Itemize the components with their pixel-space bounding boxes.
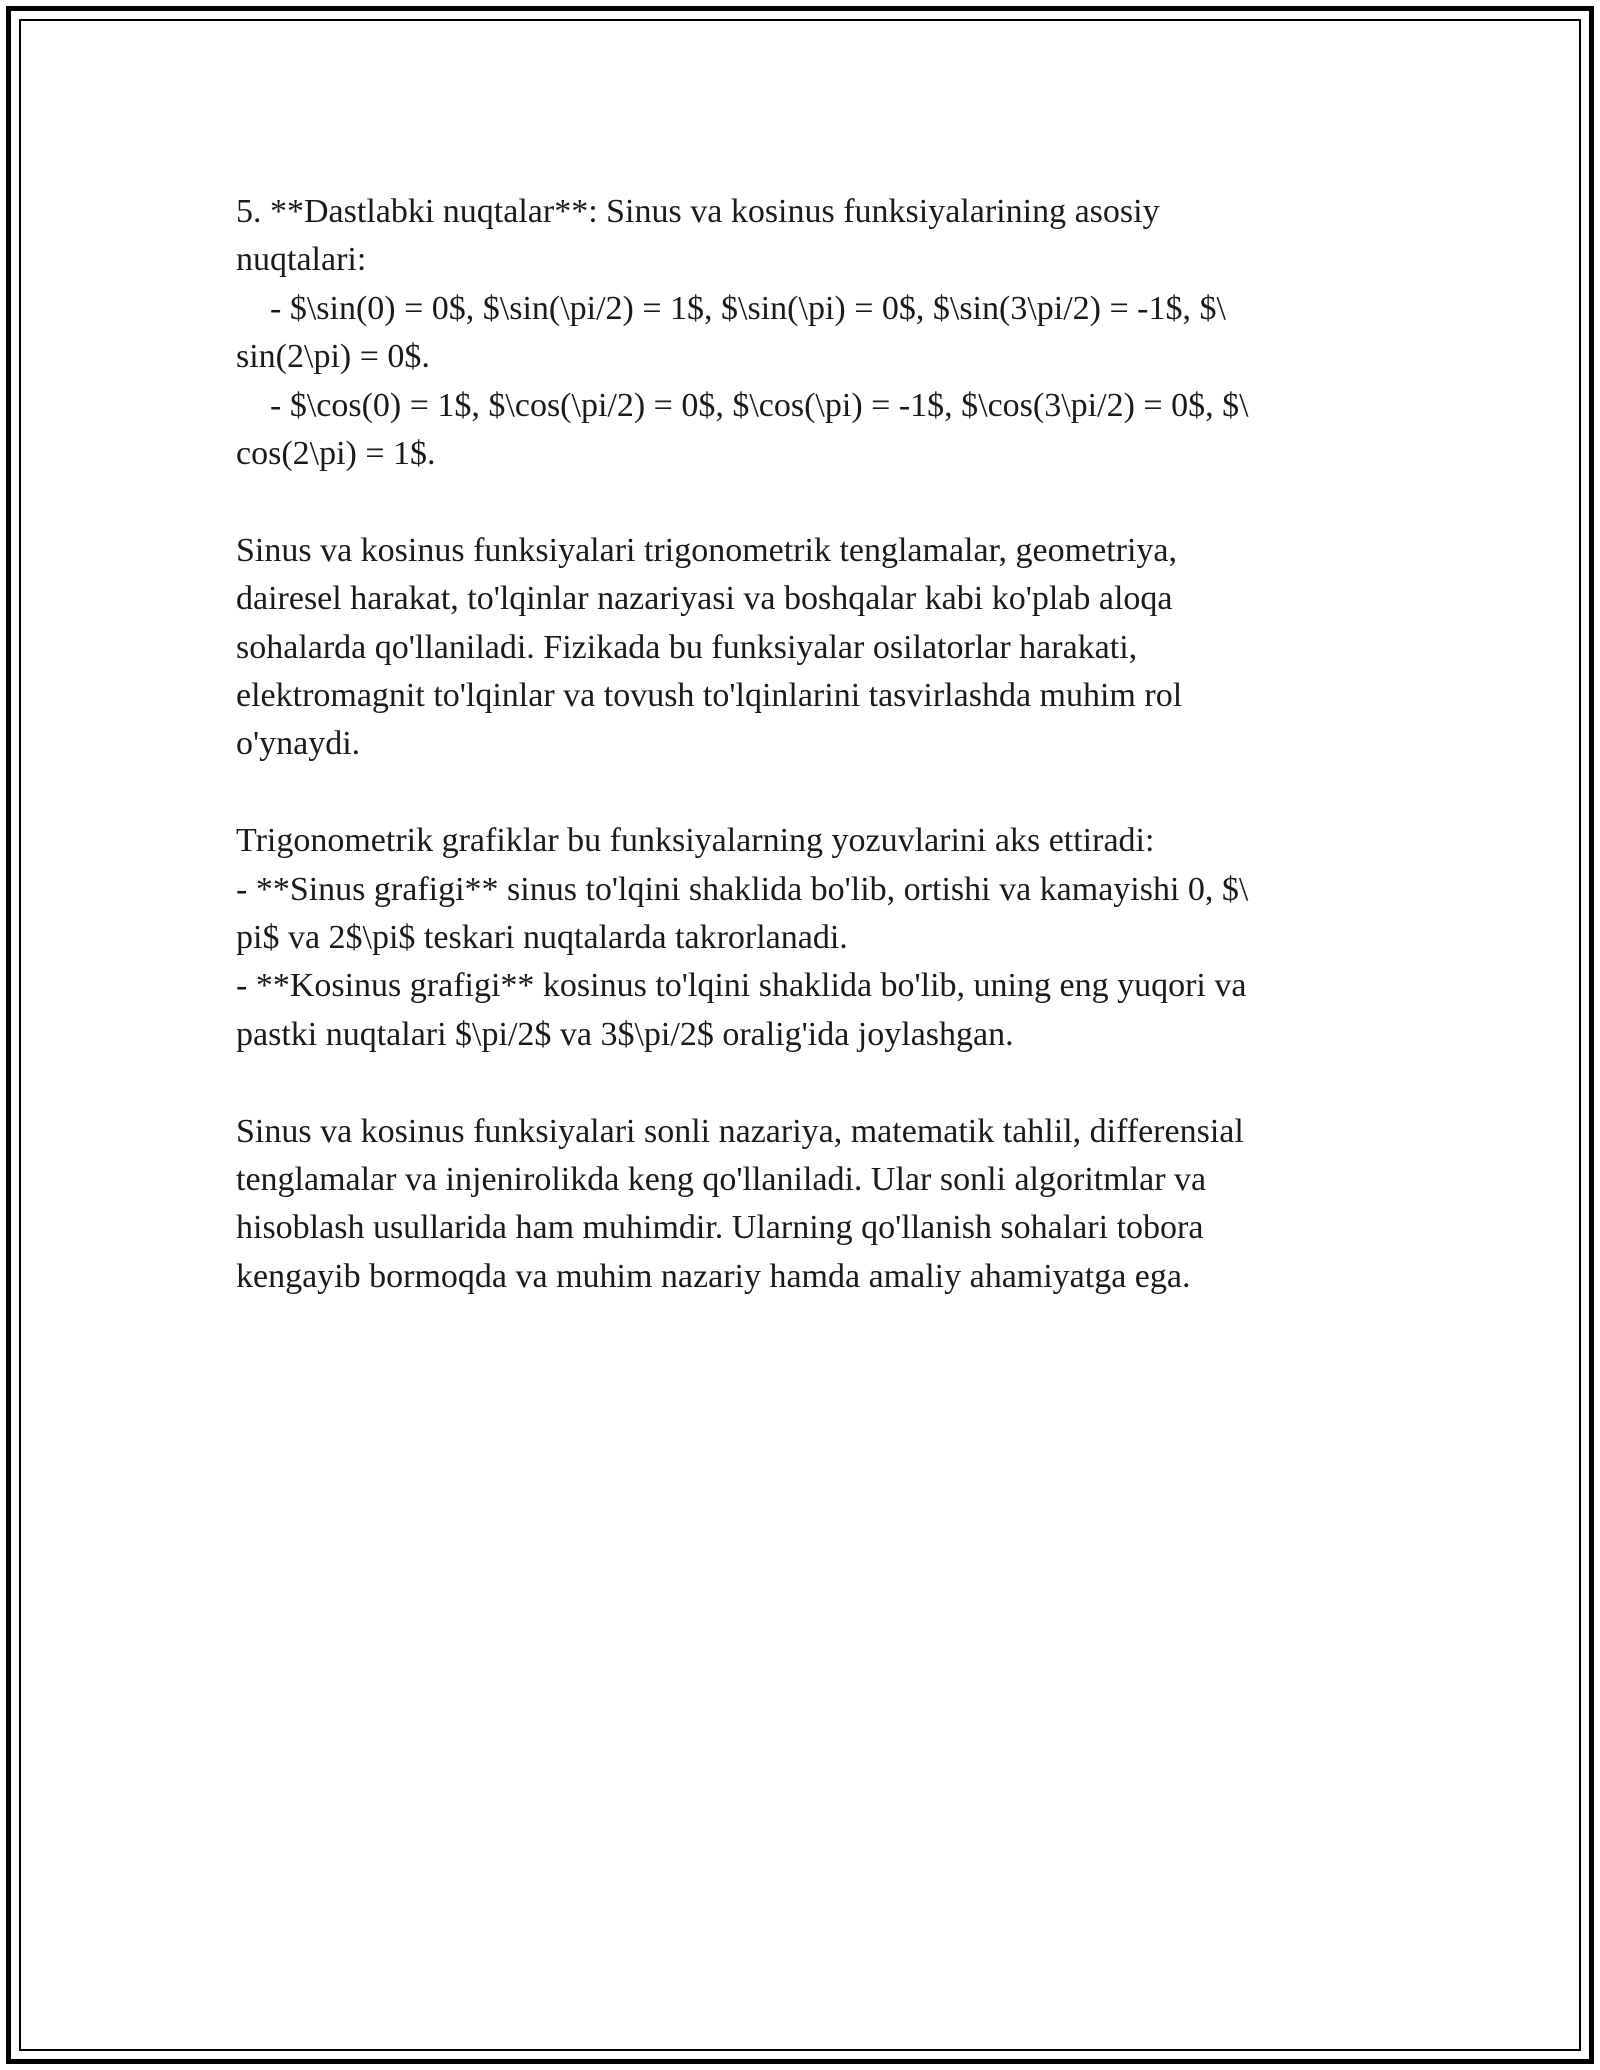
text-line: sohalarda qo'llaniladi. Fizikada bu funksiyalar osilatorlar harakati, [236, 628, 1138, 666]
text-line: hisoblash usullarida ham muhimdir. Ularning qo'llanish sohalari tobora [236, 1209, 1204, 1247]
text-line: nuqtalari: [236, 241, 367, 279]
text-line: kengayib bormoqda va muhim nazariy hamda amaliy ahamiyatga ega. [236, 1257, 1191, 1295]
paragraph-fields [236, 1108, 1356, 1302]
text-line: 5. **Dastlabki nuqtalar**: Sinus va kosinus funksiyalarining asosiy [236, 193, 1160, 230]
text-line: - $\cos(0) = 1$, $\cos(\pi/2) = 0$, $\cos(\pi) = -1$, $\cos(3\pi/2) = 0$, $\ [236, 386, 1249, 424]
paragraph-spacer [236, 769, 1356, 817]
text-line: pi$ va 2$\pi$ teskari nuqtalarda takrorlanadi. [236, 919, 848, 957]
text-line: o'ynaydi. [236, 725, 361, 763]
text-line: pastki nuqtalari $\pi/2$ va 3$\pi/2$ oralig'ida joylashgan. [236, 1015, 1014, 1053]
paragraph-graphs [236, 817, 1356, 1059]
paragraph-spacer [236, 478, 1356, 526]
text-line: Sinus va kosinus funksiyalari trigonometrik tenglamalar, geometriya, [236, 531, 1177, 569]
text-line: cos(2\pi) = 1$. [236, 435, 436, 473]
document-body [236, 188, 1356, 1301]
text-line: tenglamalar va injenirolikda keng qo'llaniladi. Ular sonli algoritmlar va [236, 1161, 1207, 1199]
text-line: sin(2\pi) = 0$. [236, 338, 430, 376]
text-line: - **Kosinus grafigi** kosinus to'lqini shaklida bo'lib, uning eng yuqori va [236, 967, 1247, 1005]
section-initial-points [236, 188, 1356, 478]
text-line: - $\sin(0) = 0$, $\sin(\pi/2) = 1$, $\sin(\pi) = 0$, $\sin(3\pi/2) = -1$, $\ [236, 289, 1226, 327]
text-line: Trigonometrik grafiklar bu funksiyalarning yozuvlarini aks ettiradi: [236, 822, 1155, 860]
text-line: - **Sinus grafigi** sinus to'lqini shaklida bo'lib, ortishi va kamayishi 0, $\ [236, 870, 1249, 908]
text-line: elektromagnit to'lqinlar va tovush to'lqinlarini tasvirlashda muhim rol [236, 677, 1183, 715]
text-line: Sinus va kosinus funksiyalari sonli nazariya, matematik tahlil, differensial [236, 1112, 1244, 1150]
text-line: dairesel harakat, to'lqinlar nazariyasi va boshqalar kabi ko'plab aloqa [236, 580, 1173, 618]
paragraph-applications [236, 527, 1356, 769]
paragraph-spacer [236, 1059, 1356, 1107]
